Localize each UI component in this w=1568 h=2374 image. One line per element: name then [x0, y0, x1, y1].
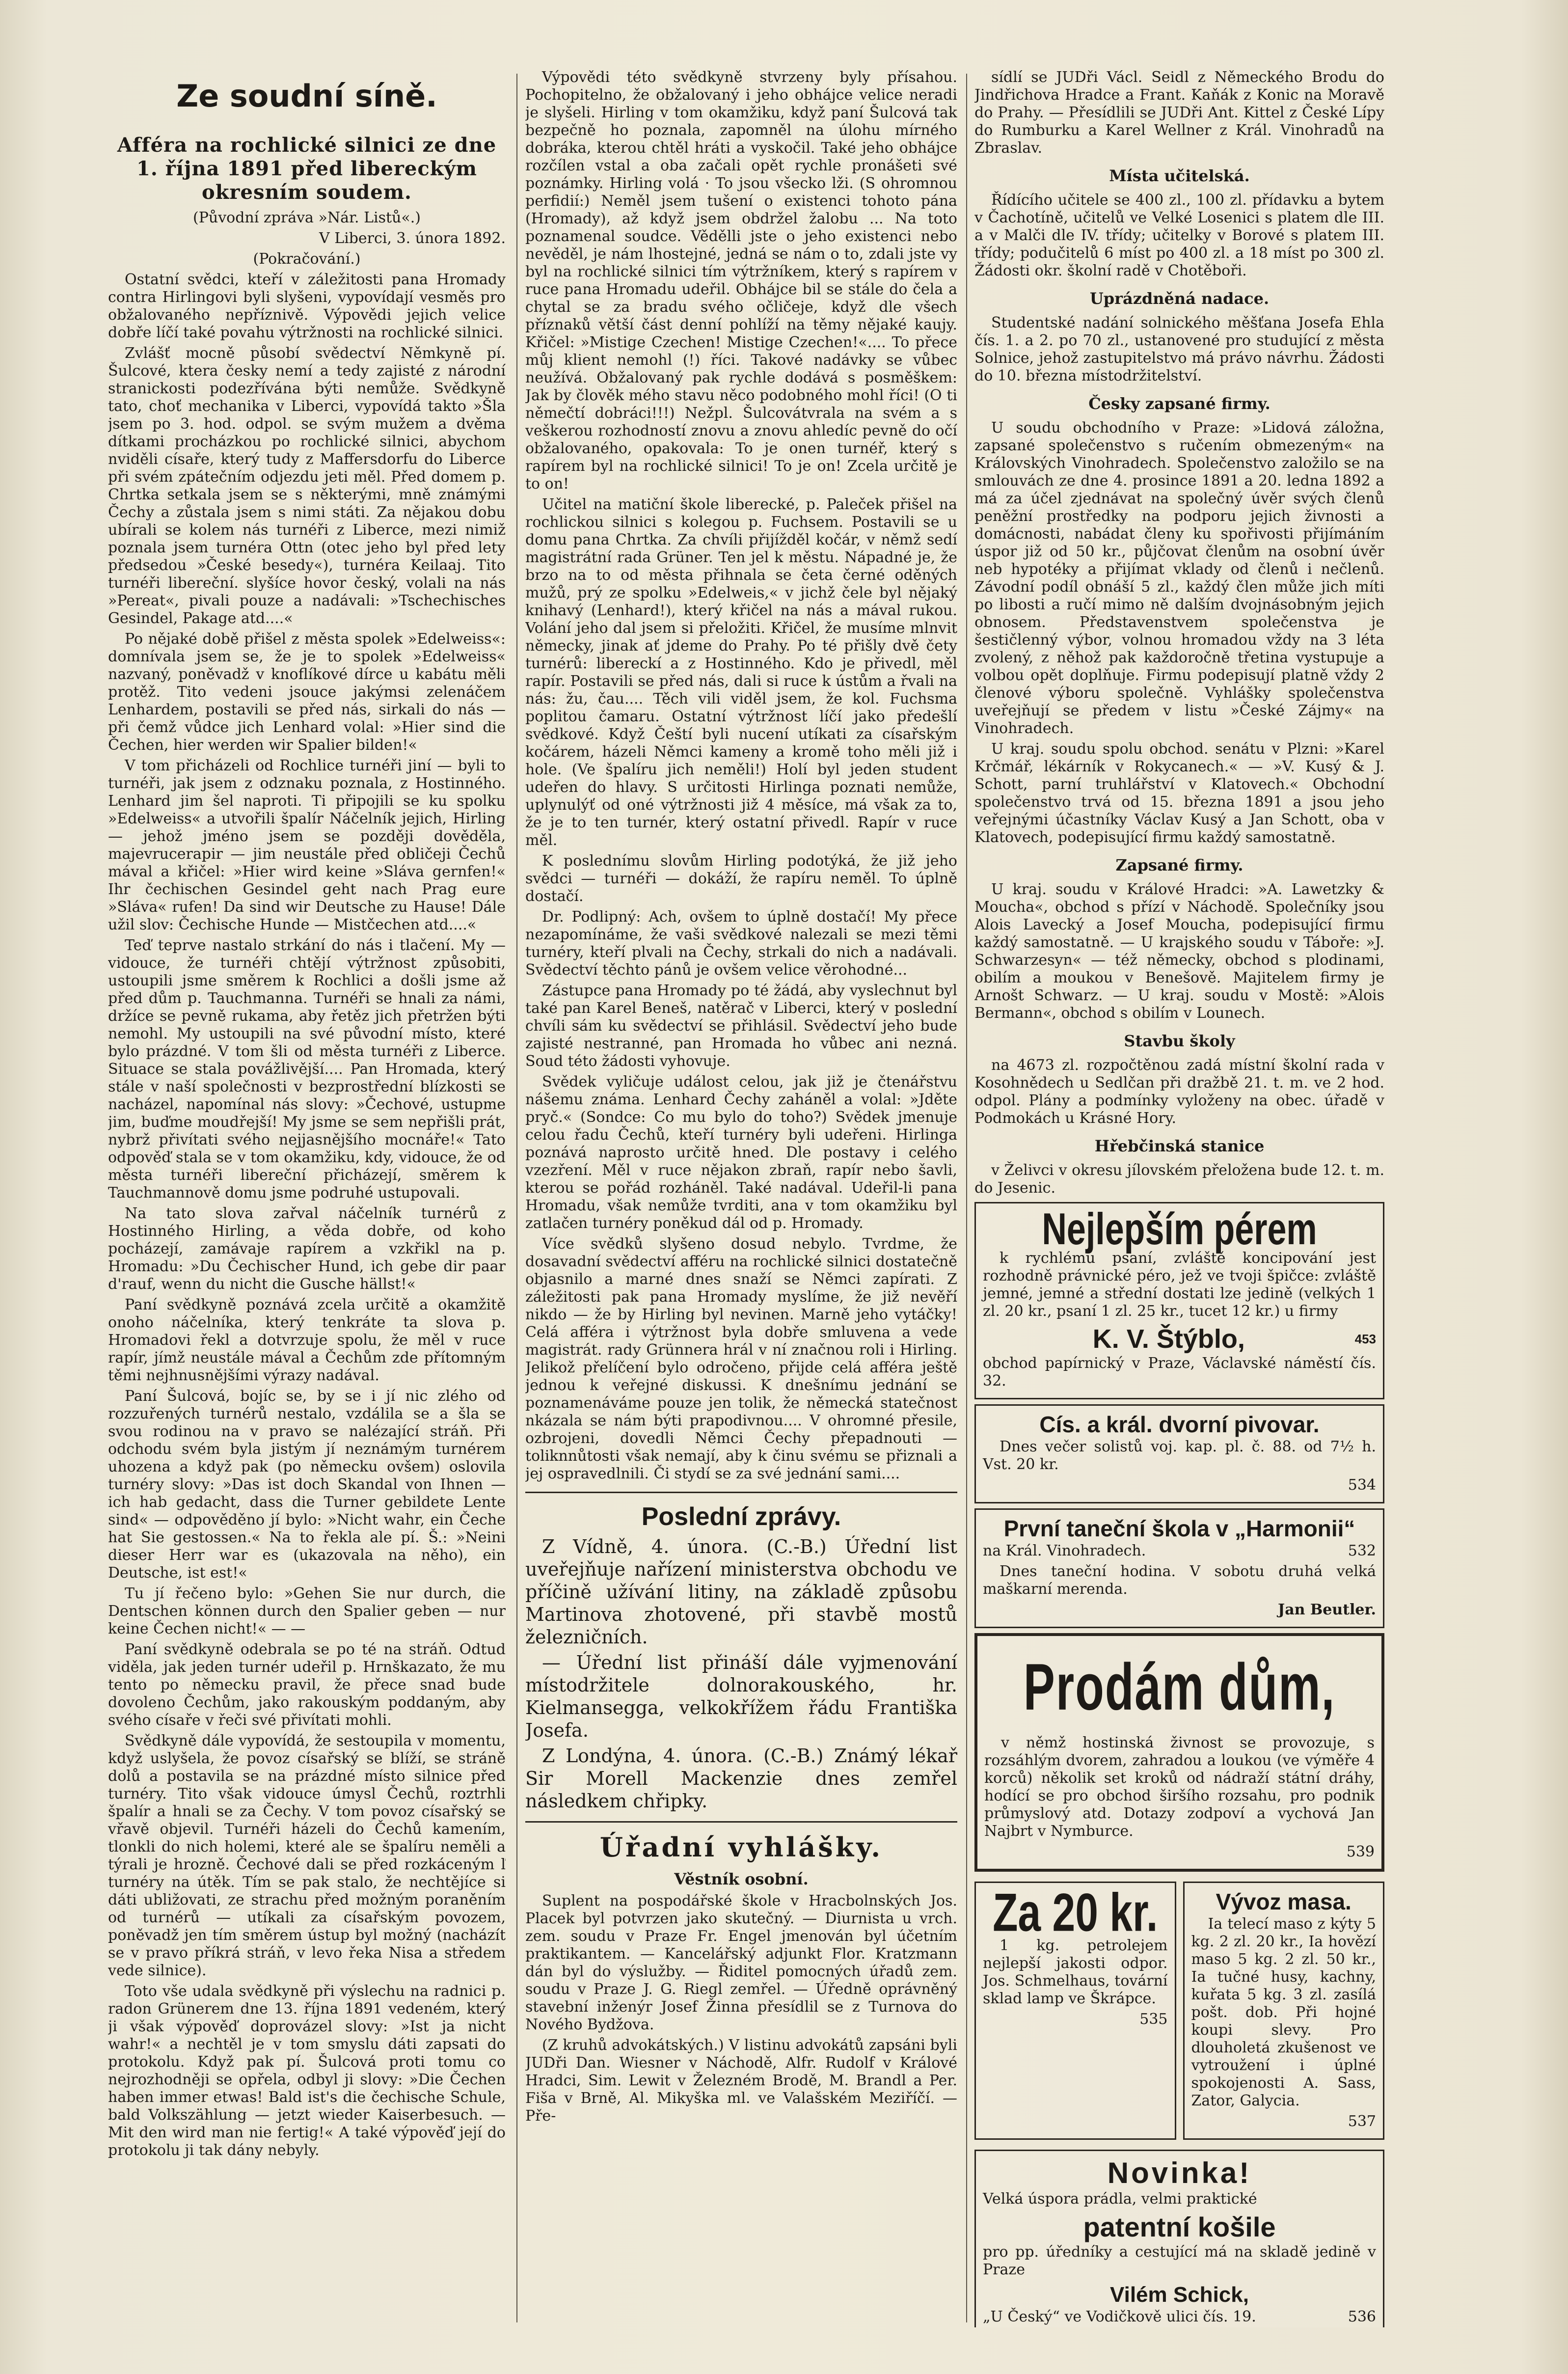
divider — [525, 1492, 957, 1493]
paragraph: Svědek vyličuje událost celou, jak již je čtenářstvu nášemu známa. Lenhard Čechy zaháněl a volal: »Jděte pryč.« (Sondce: Co mu bylo do toho?) Svědek jmenuje celou řadu Čechů, kteří turnéry byli udeřeni. Hirlinga poznává naprosto určitě hned. Dle postavy i celého vzezření. Měl v ruce nějakon zbraň, rapír nebo šavli, kterou se pořád rozháněl. Také nadával. Udeřil-li pana Hromadu, však nemůže tvrditi, ana v tom okamžiku byl zatlačen turnéry poněkud dál od p. Hromady. — [525, 1073, 957, 1232]
ad-brewery-title: Cís. a král. dvorní pivovar. — [1039, 1412, 1320, 1437]
divider — [525, 1821, 957, 1823]
paragraph: v Želivci v okresu jílovském přeložena bude 12. t. m. do Jesenic. — [974, 1162, 1384, 1197]
ad-novelty — [974, 2150, 1384, 2327]
news-item: Z Vídně, 4. února. (C.-B.) Úřední list uveřejňuje nařízení ministerstva obchodu ve příčině užívání litiny, na základě způsobu Martinova zhotovené, při stavbě mostů železničních. — [525, 1536, 957, 1648]
schools-title: Stavbu školy — [1124, 1032, 1235, 1050]
column-1 — [108, 69, 506, 2327]
ad-novelty-text: pro pp. úředníky a cestující má na skladě jedině v Praze — [983, 2243, 1376, 2278]
paragraph: Ostatní svědci, kteří v záležitosti pana Hromady contra Hirlingovi byli slyšeni, vypovídají vesměs pro obžalovaného nepříznivě. Výpovědi jejich velice dobře líčí také povahu výtržnosti na rochlické silnici. — [108, 271, 506, 341]
ad-meat — [1183, 1882, 1385, 2140]
article-continued: (Pokračování.) — [253, 250, 361, 268]
ad-dance-name: Jan Beutler. — [1278, 1601, 1376, 1618]
ad-dance-text: Dnes taneční hodina. V sobotu druhá velká maškarní merenda. — [983, 1563, 1376, 1598]
notices-title: Úřadní vyhlášky. — [599, 1831, 883, 1863]
ad-dance-title: První taneční škola v „Harmonii“ — [1003, 1516, 1355, 1541]
ad-number: 535 — [1139, 2011, 1168, 2028]
ad-pen-title: Nejlepším pérem — [1042, 1204, 1317, 1254]
paragraph: Řídícího učitele se 400 zl., 100 zl. přídavku a bytem v Čachotíně, učitelů ve Velké Losenici s platem dle III. a v Malči dle IV. třídy; učitelky v Borové s platem III. třídy; podučitelů 6 míst po 400 zl. a 18 míst po 300 zl. Žádosti okr. školní radě v Chotěboři. — [974, 191, 1384, 279]
ad-brewery — [974, 1404, 1384, 1503]
ad-novelty-subtitle: Velká úspora prádla, velmi praktické — [983, 2190, 1257, 2208]
column-divider — [966, 74, 967, 2322]
news-item: — Úřední list přináší dále vyjmenování místodržitele dolnorakouského, hr. Kielmansegga, velkokřížem řádu Františka Josefa. — [525, 1652, 957, 1741]
ad-number: 532 — [1348, 1542, 1376, 1559]
paragraph: U soudu obchodního v Praze: »Lidová záložna, zapsané společenstvo s ručením obmezeným« na Královských Vinohradech. Společenstvo založilo se na smlouvách ze dne 4. prosince 1891 a 20. ledna 1892 a má za účel zjednávat na společný úvěr svých členů peněžní prostředky na podporu jejich živnosti a domácnosti, nabádat členy ku spořivosti přijímáním úspor již od 50 kr., půjčovat členům na osobní úvěr neb hypotéky a přijímat vklady od členů i nečlenů. Závodní podíl obnáší 5 zl., každý člen může jich míti po libosti a ručí mimo ně dalším dvojnásobným jejich obnosem. Představenstvem společenstva je šestičlenný výbor, volnou hromadou vždy na 3 léta zvolený, z něhož pak každoročně třetina vystupuje a volbou opět doplňuje. Firmu podepisují platně vždy 2 členové výboru společně. Vyhlášky společenstva uveřejňují se předem v listu »České Zájmy« na Vinohradech. — [974, 419, 1384, 737]
paragraph: Více svědků slyšeno dosud nebylo. Tvrdme, že dosavadní svědectví afféru na rochlické silnici dostatečně objasnilo a marné dnes snaží se Němci zapírati. Z záležitosti pak pana Hromady myslíme, že již nevěří nikdo — že by Hirling byl nevinen. Marně jeho vytáčky! Celá afféra i výtržnost byla dobře smluvena a vede magistrát. rady Grünnera hrál v ní značnou roli i Hirling. Jelikož přelíčení bylo odročeno, přijde celá afféra ještě jednou k veřejné diskussi. K dnešnímu jednání se poznamenáváme pouze jen tolik, že německá statečnost nkázala se nám býti prapodivnou.... V ohromné přesile, ozbrojeni, dovedli Němci Čechy přepadnouti — toliknnůtosti však nemají, aby k činu svému se přiznali a jej ospravedlnili. Či stydí se za své jednání sami.... — [525, 1235, 957, 1482]
ad-petroleum — [974, 1882, 1176, 2140]
paragraph: K poslednímu slovům Hirling podotýká, že již jeho svědci — turnéři — dokáží, že rapíru neměl. To úplně dostačí. — [525, 852, 957, 905]
paragraph: Zástupce pana Hromady po té žádá, aby vyslechnut byl také pan Karel Beneš, natěrač v Liberci, který v poslední chvíli sám ku svědectví se přihlásil. Svědectví jeho bude zajisté nestranné, pan Hromada ho vůbec ani nezná. Soud této žádosti vyhovuje. — [525, 982, 957, 1070]
notice-item: Suplent na pospodářské škole v Hracbolnských Jos. Placek byl potvrzen jako skutečný. — Diurnista u vrch. zem. soudu v Praze Fr. Engel jmenován byl účetním praktikantem. — Kancelářský adjunkt Flor. Kratzmann dán byl do výslužby. — Řiditel pomocných úřadů zem. soudu v Praze J. G. Riegl zemřel. — Úředně oprávněný stavební inženýr Josef Žinna přesídlil se z Turnova do Nového Bydžova. — [525, 1892, 957, 2033]
news-title: Poslední zprávy. — [641, 1502, 841, 1531]
paragraph: Toto vše udala svědkyně při výslechu na radnici p. radon Grünerem dne 13. října 1891 vedeném, který ji však výpověď doprovázel slovy: »Ist ja nicht wahr!« a nechtěl je v tom smyslu dáti zapsati do protokolu. Když pak pí. Šulcová proti tomu co nejrozhodněji se opřela, odbyl ji slovy: »Die Čechen haben immer etwas! Bald ist's die čechische Schule, bald Volkszählung — jetzt wieder Kaiserbesuch. — Mit den wird man nie fertig!« A také výpověď její do protokolu ji tak dány nebyly. — [108, 1983, 506, 2159]
paragraph: Paní svědkyně poznává zcela určitě a okamžitě onoho náčelníka, který tenkráte ta slova p. Hromadovi řekl a dotvrzuje spolu, že měl v ruce rapír, jímž neustále mával a Čechům zde přítomným těmi nejhnusnějšími výrazy nadával. — [108, 1296, 506, 1384]
news-item: Z Londýna, 4. února. (C.-B.) Známý lékař Sir Morell Mackenzie dnes zemřel následkem chřipky. — [525, 1745, 957, 1812]
paragraph: Studentské nadání solnického měšťana Josefa Ehla čís. 1. a 2. po 70 zl., ustanovené pro studující z města Solnice, jehož zastupitelstvo má právo návrhu. Žádosti do 10. března místodržitelství. — [974, 314, 1384, 384]
paragraph: na 4673 zl. rozpočtěnou zadá místní školní rada v Kosohnědech u Sedlčan při dražbě 21. t. m. ve 2 hod. odpol. Plány a podmínky vyloženy na obec. úřadě v Podmokách u Krásné Hory. — [974, 1057, 1384, 1127]
paragraph: Zvlášť mocně působí svědectví Němkyně pí. Šulcové, ktera česky nemí a tedy zajisté z národní stranickosti podezřívána býti nemůže. Svědkyně tato, choť mechanika v Liberci, vypovídá takto »Šla jsem po 3. hod. odpol. se svým mužem a dvěma dítkami procházkou po rochlické silnici, abychom nviděli císaře, který tudy z Maffersdorfu do Liberce při svém zpátečním odjezdu jeti měl. Před domem p. Chrtka setkala jsem se s některými, mně známými Čechy a zůstala jsem s nimi státi. Za nějakou dobu ubírali se kolem nás turnéři z Liberce, mezi nimiž poznala jsem turnéra Ottn (otec jeho byl před lety předsedou »České besedy«), turnéra Keilaaj. Tito turnéři libereční. slyšíce hovor český, volali na nás »Pereat«, pivali pouze a nadávali: »Tschechisches Gesindel, Pakage atd....« — [108, 345, 506, 627]
ad-pen-address: obchod papírnický v Praze, Václavské náměstí čís. 32. — [983, 1355, 1376, 1390]
ad-number: 537 — [1348, 2113, 1376, 2130]
ad-number: 536 — [1348, 2308, 1376, 2325]
column-divider — [516, 74, 517, 2322]
ad-petroleum-title: Za 20 kr. — [993, 1882, 1158, 1943]
grant-title: Uprázdněná nadace. — [1089, 289, 1270, 308]
paragraph: Výpovědi této svědkyně stvrzeny byly přísahou. Pochopitelno, že obžalovaný i jeho obhájce velice neradi je slyšeli. Hirling v tom okamžiku, když paní Šulcová tak bezpečně ho poznala, zapomněl na úlohu mírného dobráka, kterou chtěl hráti a vyskočil. Také jeho obhájce rozčílen vstal a oba začali opět rychle pronášeti své poznámky. Hirling volá · To jsou všecko lži. (S ohromnou perfidií:) Neměl jsem tušení o existenci tohoto pána (Hromady), až když jsem obdržel žalobu ... Na toto poznamenal soudce. Vědělli jste o jeho existenci nebo nevěděl, je nám lhostejné, jedná se nám o to, zdali jste vy byl na rochlické silnici tím výtržníkem, který s rapírem v ruce pana Hromadu udeřil. Obhájce bil se stále do čela a chytal se za bradu svého očličeje, když dle všech příznaků větší část denní pohlíží na těmy nějaké kaujy. Křičel: »Mistige Czechen! Mistige Czechen!«.... To přece můj klient nemohl (!) říci. Takové nadávky se vůbec neužívá. Obžalovaný pak rychle dodává s posměškem: Jak by člověk mého stavu něco podobného mohl říci! (O ti němečtí dobráci!!!) Nežpl. Šulcovátvrala na svém a s veškerou rozhodností znovu a znovu ahledíc pevně do očí obžalovaného, opakovala: To je onen turnéř, který s rapírem byl na rochlické silnici! To je on! Zcela určitě je to on! — [525, 69, 957, 492]
paragraph: Svědkyně dále vypovídá, že sestoupila v momentu, když uslyšela, že povoz císařský se blíží, se stráně dolů a postavila se na prázdné místo silnice před turnéry. Tito však vidouce úmysl Čechů, roztrhli špalír a hnali se za Čechy. V tom povoz císařský se vřavě objevil. Turnéři házeli do Čechů kamením, tlonkli do nich holemi, které ale se špalíru neměli a týrali je hrozně. Čechové dali se před rozkáceným ľ turnéry na útěk. Tím se pak stalo, že nechtějíce si dáti ubližovati, ze strachu před možným poraněním od turnérů — utíkali za císařským povozem, poněvadž jen tím směrem ústup byl možný (nacházít se v pravo příkrá stráň, v levo řeka Nisa a středem vede silnice). — [108, 1732, 506, 1979]
section-title: Ze soudní síně. — [176, 78, 437, 114]
ad-house — [974, 1633, 1384, 1872]
ad-dance-subtitle: na Král. Vinohradech. — [983, 1542, 1146, 1559]
ad-petroleum-text: 1 kg. petrolejem nejlepší jakosti odpor. Jos. Schmelhaus, tovární sklad lamp ve Škrápce. — [983, 1937, 1168, 2007]
ad-row — [974, 1877, 1384, 2145]
paragraph: sídlí se JUDři Václ. Seidl z Německého Brodu do Jindřichova Hradce a Frant. Kaňák z Konic na Moravě do Prahy. — Přesídlili se JUDři Ant. Kittel z České Lípy do Rumburku a Karel Wellner z Král. Vinohradů na Zbraslav. — [974, 69, 1384, 157]
ad-house-text: v němž hostinská živnost se provozuje, s rozsáhlým dvorem, zahradou a loukou (ve výměře 4 korců) několik set kroků od nádraží státní dráhy, hodící se pro obchod širšího rozsahu, pro podnik průmyslový atd. Dotazy zodpoví a vychová Jan Najbrt v Nymburce. — [984, 1734, 1375, 1840]
paragraph: U kraj. soudu v Králové Hradci: »A. Lawetzky & Moucha«, obchod s přízí v Náchodě. Společníky jsou Alois Lavecký a Josef Moucha, podepisující firmu každý samostatně. — U krajského soudu v Táboře: »J. Schwarzesyn« — též německy, obchod s plodinami, obilím a moukou v Benešově. Majitelem firmy je Arnošt Schwarz. — U kraj. soudu v Mostě: »Alois Bermann«, obchod s obilím v Lounech. — [974, 881, 1384, 1022]
paragraph: U kraj. soudu spolu obchod. senátu v Plzni: »Karel Krčmář, lékárník v Rokycanech.« — »V. Kusý & J. Schott, parní truhlářství v Klatovech.« Obchodní společenstvo trvá od 15. března 1891 a jsou jeho veřejnými účastníky Václav Kusý a Jan Schott, oba v Klatovech, podepisující firmu každý samostatně. — [974, 740, 1384, 846]
firms2-title: Zapsané firmy. — [1115, 856, 1244, 874]
ad-meat-title: Vývoz masa. — [1216, 1889, 1352, 1914]
stud-title: Hřebčinská stanice — [1094, 1137, 1265, 1155]
ad-number: 534 — [1348, 1476, 1376, 1494]
ad-brewery-text: Dnes večer solistů voj. kap. pl. č. 88. od 7½ h. Vst. 20 kr. — [983, 1438, 1376, 1473]
paragraph: V tom přicházeli od Rochlice turnéři jiní — byli to turnéři, jak jsem z odznaku poznala, z Hostinného. Lenhard jim šel naproti. Ti připojili se ku spolku »Edelweiss« a utvořili špalír Náčelník jejich, Hirling — jehož jméno jsem se později dověděla, majevrucerapir — jim neustále před obličeji Čechů mával a křičel: »Hier wird keine »Sláva gernfen!« Ihr čechischen Gesindel geht nach Prag eure »Sláva« rufen! Da sind wir Deutsche zu Hause! Dále užil slov: Čechische Hunde — Mistčechen atd....« — [108, 757, 506, 933]
article-source: (Původní zpráva »Nár. Listů«.) — [193, 209, 421, 226]
article-title: Afféra na rochlické silnici ze dne 1. října 1891 před libereckým okresním soudem. — [117, 134, 497, 204]
ad-dance-school — [974, 1508, 1384, 1628]
notice-item: (Z kruhů advokátských.) V listinu advokátů zapsáni byli JUDři Dan. Wiesner v Náchodě, Alfr. Rudolf v Králové Hradci, Sim. Lewit v Železném Brodě, M. Brandl a Per. Fiša v Brně, Al. Mikyška ml. ve Valašském Meziříčí. — Pře- — [525, 2037, 957, 2125]
paragraph: Dr. Podlipný: Ach, ovšem to úplně dostačí! My přece nezapomínáme, že vaši svědkové nalezali se mezi těmi turnéry, kteří plvali na Čechy, strkali do nich a nadávali. Svědectví těchto pánů je ovšem velice věrohodné... — [525, 908, 957, 979]
article-dateline: V Liberci, 3. února 1892. — [319, 230, 506, 247]
column-3 — [974, 69, 1384, 2327]
teacher-title: Místa učitelská. — [1109, 166, 1250, 185]
column-2 — [525, 69, 957, 2327]
ad-number: 539 — [1346, 1843, 1375, 1860]
paragraph: Učitel na matiční škole liberecké, p. Paleček přišel na rochlickou silnici s kolegou p. Fuchsem. Postavili se u domu pana Chrtka. Za chvíli přijížděl kočár, v němž sedí magistrátní rada Grüner. Ten jel k městu. Nápadné je, že brzo na to od města přihnala se četa černé oděných mužů, prý ze spolku »Edelweis,« v jichž čele byl nějaký knihavý (Lenhard!), který křičel na nás a mával rukou. Volání jeho dal jsem si přeložiti. Křičel, že musíme mlnvit německy, jinak ať jdeme do Prahy. Po té přišly dvě čety turnérů: libereckí a z Hostinného. Kdo je přivedl, měl rapír. Postavili se před nás, dali si ruce k ústům a řvali na nás: žu, čau.... Těch vili viděl jsem, že kol. Fuchsma poplitou čamaru. Ostatní výtržnost líčí jako předešlí svědkové. Když Čeští byli nucení utíkati za císařským kočárem, házeli Němci kameny a kromě toho měli již i hole. (Ve špalíru jich neměli!) Holí byl jeden student udeřen do hlavy. S určitosti Hirlinga poznati nemůže, uplynulýť od oné výtržnosti již 4 měsíce, má však za to, že je to ten turnér, který ostatní přivedl. Rapír v ruce měl. — [525, 496, 957, 849]
ad-pen — [974, 1202, 1384, 1399]
paragraph: Paní svědkyně odebrala se po té na stráň. Odtud viděla, jak jeden turnér udeřil p. Hrnškazato, že mu tento po německu pravil, že přece snad bude dovoleno Čechům, jako rakouským poddaným, aby svého císaře v řeči své přivítati mohli. — [108, 1641, 506, 1729]
ad-novelty-name: Vilém Schick, — [1110, 2283, 1249, 2307]
paragraph: Na tato slova zařval náčelník turnérů z Hostinného Hirling, a věda dobře, od koho pocházejí, zamávaje rapírem a vzkřikl na p. Hromadu: »Du Čechischer Hund, ich gebe dir paar d'rauf, wenn du nicht die Gusche hällst!« — [108, 1205, 506, 1293]
paragraph: Tu jí řečeno bylo: »Gehen Sie nur durch, die Dentschen können durch den Spalier geben — nur keine Čechen nicht!« — — — [108, 1585, 506, 1637]
ad-novelty-title: Novinka! — [1107, 2156, 1252, 2189]
ad-novelty-address: „U Český“ ve Vodičkově ulici čís. 19. — [983, 2308, 1256, 2325]
paragraph: Po nějaké době přišel z města spolek »Edelweiss«: domnívala jsem se, že je to spolek »Edelweiss« nazvaný, poněvadž v knoflíkové dírce u kabátu měli protěž. Tito vedeni jsouce jakýmsi zelenáčem Lenhardem, postavili se před nás, sirkali do nás — při čemž vůdce jich Lenhard volal: »Hier sind die Čechen, hier werden wir Spalier bilden!« — [108, 630, 506, 754]
paragraph: Paní Šulcová, bojíc se, by se i jí nic zlého od rozzuřených turnérů nestalo, vzdálila se a šla se svou rodinou na v pravo se nalézající stráň. Při odchodu svém byla jistým jí neznámým turnérem uhozena a když pak (po německu ovšem) oslovila turnéry slovy: »Das ist doch Skandal von Ihnen — ich hab gedacht, dass die Turner gebildete Lente sind« — odpověděno jí bylo: »Nicht wahr, ein Čeche hat Sie gestossen.« Na to řekla ale pí. Š.: »Neini dieser Herr war es (ukazovala na něho), ein Deutsche, ist est!« — [108, 1388, 506, 1582]
personal-title: Věstník osobní. — [674, 1870, 809, 1888]
paragraph: Teď teprve nastalo strkání do nás i tlačení. My — vidouce, že turnéři chtějí výtržnost způsobiti, ustoupili jsme směrem k Rochlici a došli jsme až před dům p. Tauchmanna. Turnéři se hnali za námi, držíce se pevně rukama, aby řetěz jich přetržen býti nemohl. My ustoupili na své původní místo, které bylo prázdné. V tom šli od města turnéři z Liberce. Situace se stala povážlivější.... Pan Hromada, který stále v naší společnosti v bezprostřední blízkosti se nacházel, napomínal nás slovy: »Čechové, ustupme jim, buďme moudřejší! My jsme se sem nepřišli prát, nybrž přivítati svého nejjasnějšího mocnáře!« Tato odpověď stala se v tom okamžiku, kdy, vidouce, že od města turnéři libereční přicházejí, směrem k Tauchmannově domu jsme podruhé ustupovali. — [108, 937, 506, 1201]
ad-meat-text: Ia telecí maso z kýty 5 kg. 2 zl. 20 kr., Ia hovězí maso 5 kg. 2 zl. 50 kr., Ia tučné husy, kachny, kuřata 5 kg. 3 zl. zasílá pošt. dob. Při hojné koupi slevy. Pro dlouholetá zkušenost ve vytroužení i úplné spokojenosti A. Sass, Zator, Galycia. — [1191, 1915, 1376, 2109]
firms-title: Česky zapsané firmy. — [1088, 394, 1271, 413]
ad-pen-text: k rychlému psaní, zvláště koncipování jest rozhodně právnické péro, jež ve tvoji špičce: zvláště jemné, jemné a střední dostati lze jedině (velkých 1 zl. 20 kr., psaní 1 zl. 25 kr., tucet 12 kr.) u firmy — [983, 1250, 1376, 1320]
ad-novelty-product: patentní košile — [1083, 2211, 1276, 2242]
ad-number: 453 — [1354, 1332, 1376, 1346]
ad-pen-firm: K. V. Štýblo, — [1092, 1324, 1245, 1354]
ad-house-title: Prodám dům, — [1023, 1650, 1336, 1724]
